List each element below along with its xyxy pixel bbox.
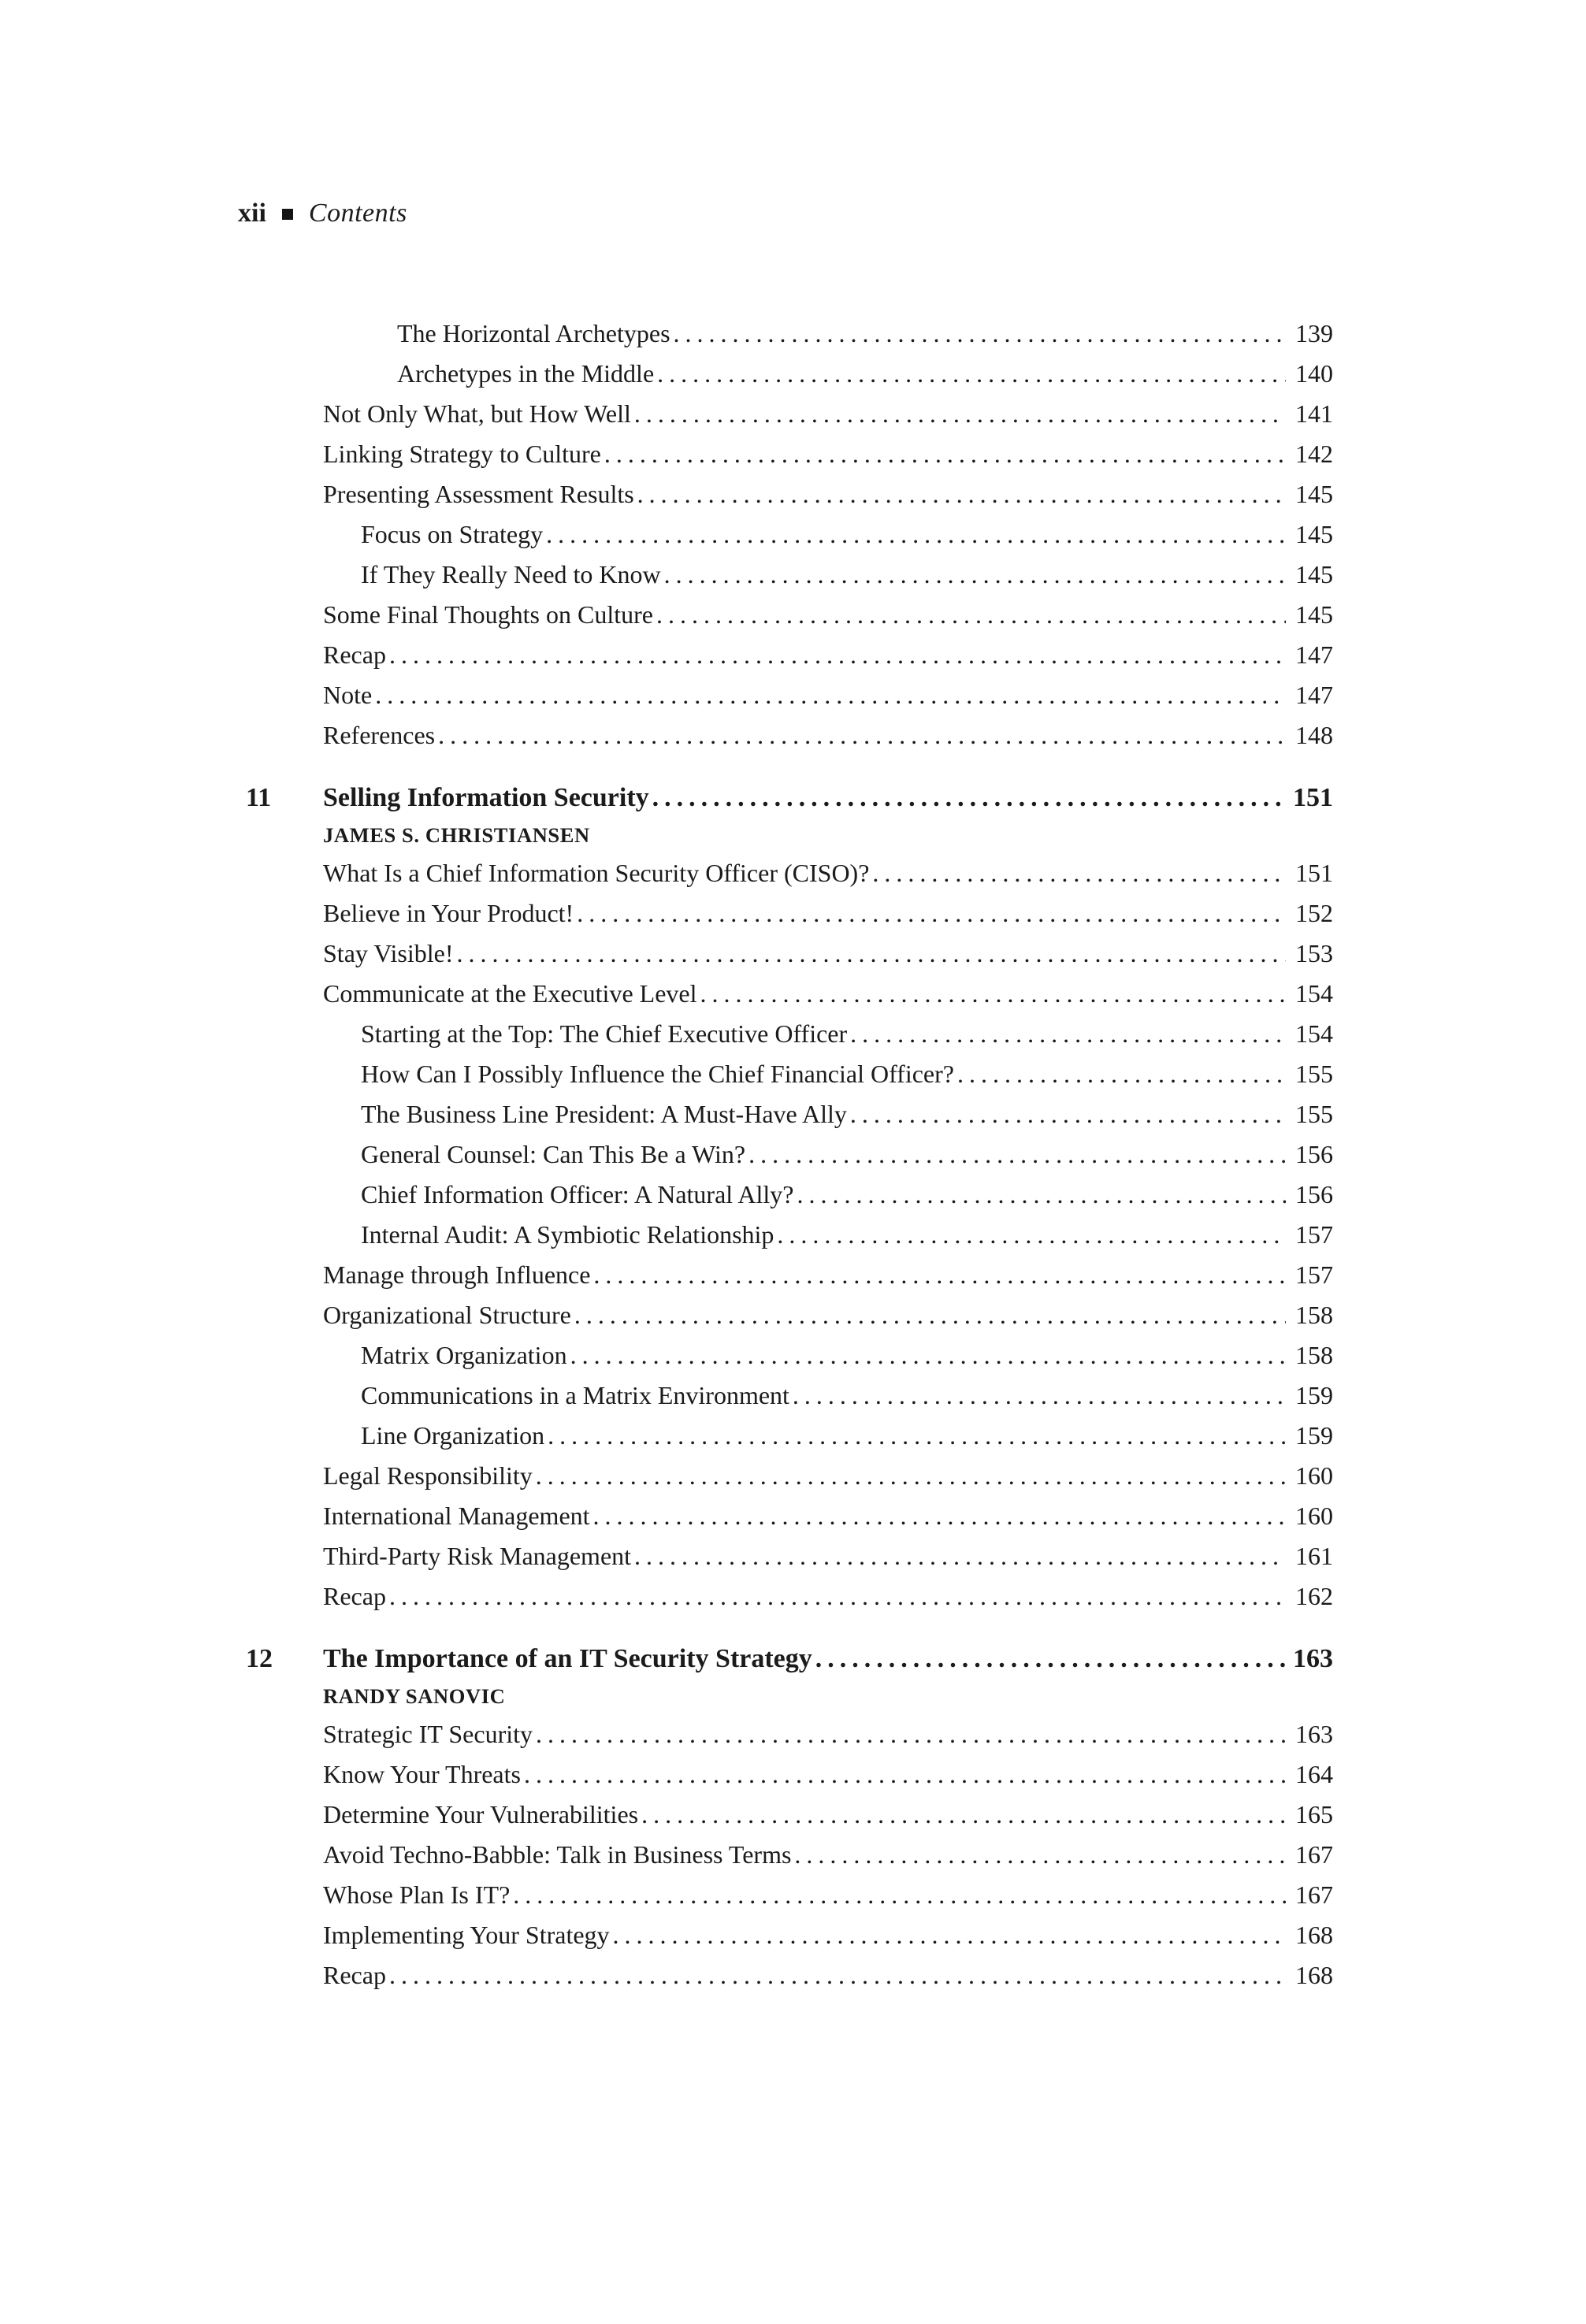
dot-leader — [389, 1576, 1286, 1617]
toc-entry-row — [323, 354, 1333, 394]
entry-page-number: 147 — [1295, 681, 1333, 709]
toc-entry-row — [323, 394, 1333, 434]
entry-page-number: 157 — [1295, 1260, 1333, 1289]
dot-leader — [438, 715, 1286, 755]
toc-entry-row — [323, 934, 1333, 974]
entry-title: Determine Your Vulnerabilities — [323, 1800, 639, 1828]
toc-entry-row — [323, 434, 1333, 474]
entry-title: Third-Party Risk Management — [323, 1542, 632, 1570]
entry-page-number: 159 — [1295, 1421, 1333, 1450]
dot-leader — [524, 1754, 1286, 1795]
entry-title: Note — [323, 681, 373, 709]
toc-entry-row — [323, 1496, 1333, 1536]
entry-title: Starting at the Top: The Chief Executive Officer — [361, 1019, 848, 1048]
entry-title: How Can I Possibly Influence the Chief Financial Officer? — [361, 1060, 954, 1088]
entry-title: International Management — [323, 1502, 590, 1530]
toc-entry-row — [323, 1795, 1333, 1835]
toc-chapter-row — [246, 778, 1333, 819]
toc-entry-row — [323, 514, 1333, 555]
dot-leader — [536, 1456, 1286, 1496]
entry-page-number: 139 — [1295, 319, 1333, 347]
chapter-title: The Importance of an IT Security Strategy — [323, 1644, 812, 1673]
dot-leader — [593, 1255, 1286, 1295]
dot-leader — [613, 1915, 1286, 1955]
entry-page-number: 164 — [1295, 1760, 1333, 1788]
entry-page-number: 145 — [1295, 520, 1333, 548]
toc-entry-row — [323, 1094, 1333, 1134]
entry-page-number: 148 — [1295, 721, 1333, 749]
toc-entry-row — [323, 1536, 1333, 1576]
entry-page-number: 152 — [1295, 899, 1333, 927]
entry-page-number: 168 — [1295, 1961, 1333, 1989]
entry-page-number: 141 — [1295, 399, 1333, 428]
table-of-contents — [246, 314, 1333, 1995]
entry-title: Strategic IT Security — [323, 1720, 533, 1748]
dot-leader — [577, 893, 1286, 934]
entry-title: Legal Responsibility — [323, 1461, 533, 1490]
dot-leader — [957, 1054, 1286, 1094]
dot-leader — [634, 394, 1286, 434]
entry-title: Not Only What, but How Well — [323, 399, 631, 428]
dot-leader — [777, 1215, 1286, 1255]
entry-page-number: 158 — [1295, 1341, 1333, 1369]
entry-title: Chief Information Officer: A Natural Ally? — [361, 1180, 794, 1208]
entry-title: Archetypes in the Middle — [397, 359, 655, 388]
toc-entry-row — [323, 974, 1333, 1014]
toc-entry-row — [323, 893, 1333, 934]
entry-page-number: 153 — [1295, 939, 1333, 967]
toc-entry-row — [323, 1915, 1333, 1955]
chapter-page-number: 151 — [1293, 783, 1333, 812]
entry-title: Manage through Influence — [323, 1260, 591, 1289]
entry-page-number: 167 — [1295, 1880, 1333, 1909]
entry-title: General Counsel: Can This Be a Win? — [361, 1140, 746, 1168]
toc-entry-row — [323, 1175, 1333, 1215]
dot-leader — [793, 1375, 1286, 1416]
dot-leader — [637, 474, 1286, 514]
toc-entry-row — [323, 1375, 1333, 1416]
dot-leader — [664, 555, 1286, 595]
entry-title: If They Really Need to Know — [361, 560, 661, 588]
entry-page-number: 147 — [1295, 640, 1333, 669]
entry-page-number: 162 — [1295, 1582, 1333, 1610]
chapter-number: 11 — [246, 783, 272, 812]
dot-leader — [641, 1795, 1286, 1835]
toc-entry-row — [323, 635, 1333, 675]
dot-leader — [815, 1639, 1286, 1680]
dot-leader — [375, 675, 1286, 715]
entry-page-number: 165 — [1295, 1800, 1333, 1828]
entry-page-number: 158 — [1295, 1301, 1333, 1329]
entry-title: Recap — [323, 640, 386, 669]
entry-title: Recap — [323, 1961, 386, 1989]
entry-title: Line Organization — [361, 1421, 545, 1450]
toc-chapter-row — [246, 1639, 1333, 1680]
dot-leader — [797, 1175, 1286, 1215]
chapter-number: 12 — [246, 1644, 273, 1673]
entry-page-number: 140 — [1295, 359, 1333, 388]
entry-page-number: 167 — [1295, 1840, 1333, 1869]
running-header-title: Contents — [308, 199, 407, 228]
toc-author-line — [323, 819, 1333, 852]
dot-leader — [548, 1416, 1286, 1456]
dot-leader — [546, 514, 1286, 555]
toc-entry-row — [323, 1054, 1333, 1094]
entry-page-number: 154 — [1295, 1019, 1333, 1048]
entry-title: Whose Plan Is IT? — [323, 1880, 511, 1909]
toc-author-line — [323, 1680, 1333, 1713]
entry-title: Focus on Strategy — [361, 520, 544, 548]
toc-entry-row — [323, 1714, 1333, 1754]
dot-leader — [850, 1094, 1286, 1134]
chapter-page-number: 163 — [1293, 1644, 1333, 1673]
entry-page-number: 155 — [1295, 1060, 1333, 1088]
entry-page-number: 160 — [1295, 1502, 1333, 1530]
entry-title: Matrix Organization — [361, 1341, 567, 1369]
entry-title: Know Your Threats — [323, 1760, 521, 1788]
entry-title: Some Final Thoughts on Culture — [323, 600, 653, 629]
dot-leader — [652, 778, 1286, 819]
dot-leader — [700, 974, 1286, 1014]
entry-page-number: 159 — [1295, 1381, 1333, 1409]
toc-entry-row — [323, 1875, 1333, 1915]
entry-page-number: 168 — [1295, 1921, 1333, 1949]
dot-leader — [513, 1875, 1286, 1915]
folio-page-number: xii — [238, 199, 266, 228]
entry-page-number: 145 — [1295, 600, 1333, 629]
toc-entry-row — [323, 675, 1333, 715]
dot-leader — [389, 1955, 1286, 1995]
toc-entry-row — [323, 1255, 1333, 1295]
toc-entry-row — [323, 1134, 1333, 1175]
toc-entry-row — [323, 474, 1333, 514]
entry-page-number: 156 — [1295, 1140, 1333, 1168]
entry-title: Believe in Your Product! — [323, 899, 574, 927]
toc-entry-row — [323, 1014, 1333, 1054]
entry-title: References — [323, 721, 436, 749]
entry-title: What Is a Chief Information Security Officer (CISO)? — [323, 859, 870, 887]
dot-leader — [748, 1134, 1286, 1175]
entry-title: Organizational Structure — [323, 1301, 571, 1329]
entry-title: The Business Line President: A Must-Have Ally — [361, 1100, 847, 1128]
toc-entry-row — [323, 853, 1333, 893]
entry-title: Presenting Assessment Results — [323, 480, 634, 508]
dot-leader — [634, 1536, 1286, 1576]
toc-entry-row — [323, 595, 1333, 635]
entry-page-number: 157 — [1295, 1220, 1333, 1249]
entry-title: The Horizontal Archetypes — [397, 319, 670, 347]
toc-entry-row — [323, 1835, 1333, 1875]
entry-title: Implementing Your Strategy — [323, 1921, 610, 1949]
toc-entry-row — [323, 314, 1333, 354]
toc-entry-row — [323, 1456, 1333, 1496]
dot-leader — [456, 934, 1286, 974]
entry-page-number: 163 — [1295, 1720, 1333, 1748]
toc-entry-row — [323, 1335, 1333, 1375]
entry-title: Communicate at the Executive Level — [323, 979, 697, 1008]
dot-leader — [604, 434, 1286, 474]
dot-leader — [536, 1714, 1286, 1754]
dot-leader — [656, 595, 1286, 635]
entry-title: Recap — [323, 1582, 386, 1610]
toc-entry-row — [323, 715, 1333, 755]
dot-leader — [570, 1335, 1286, 1375]
toc-entry-row — [323, 1416, 1333, 1456]
dot-leader — [657, 354, 1286, 394]
entry-page-number: 151 — [1295, 859, 1333, 887]
toc-entry-row — [323, 555, 1333, 595]
entry-page-number: 145 — [1295, 560, 1333, 588]
dot-leader — [574, 1295, 1286, 1335]
entry-title: Communications in a Matrix Environment — [361, 1381, 789, 1409]
dot-leader — [850, 1014, 1286, 1054]
toc-entry-row — [323, 1215, 1333, 1255]
entry-page-number: 156 — [1295, 1180, 1333, 1208]
author-name: RANDY SANOVIC — [323, 1684, 506, 1708]
entry-title: Linking Strategy to Culture — [323, 440, 601, 468]
entry-title: Avoid Techno-Babble: Talk in Business Terms — [323, 1840, 792, 1869]
dot-leader — [389, 635, 1286, 675]
toc-entry-row — [323, 1295, 1333, 1335]
entry-title: Internal Audit: A Symbiotic Relationship — [361, 1220, 774, 1249]
chapter-title: Selling Information Security — [323, 783, 649, 812]
dot-leader — [794, 1835, 1286, 1875]
dot-leader — [872, 853, 1286, 893]
dot-leader — [674, 314, 1286, 354]
entry-page-number: 155 — [1295, 1100, 1333, 1128]
running-header — [238, 199, 407, 228]
author-name: JAMES S. CHRISTIANSEN — [323, 823, 590, 847]
entry-page-number: 160 — [1295, 1461, 1333, 1490]
entry-page-number: 154 — [1295, 979, 1333, 1008]
dot-leader — [593, 1496, 1286, 1536]
entry-page-number: 161 — [1295, 1542, 1333, 1570]
toc-entry-row — [323, 1955, 1333, 1995]
toc-entry-row — [323, 1754, 1333, 1795]
entry-page-number: 145 — [1295, 480, 1333, 508]
square-bullet-icon — [282, 209, 293, 220]
entry-title: Stay Visible! — [323, 939, 454, 967]
toc-entry-row — [323, 1576, 1333, 1617]
entry-page-number: 142 — [1295, 440, 1333, 468]
